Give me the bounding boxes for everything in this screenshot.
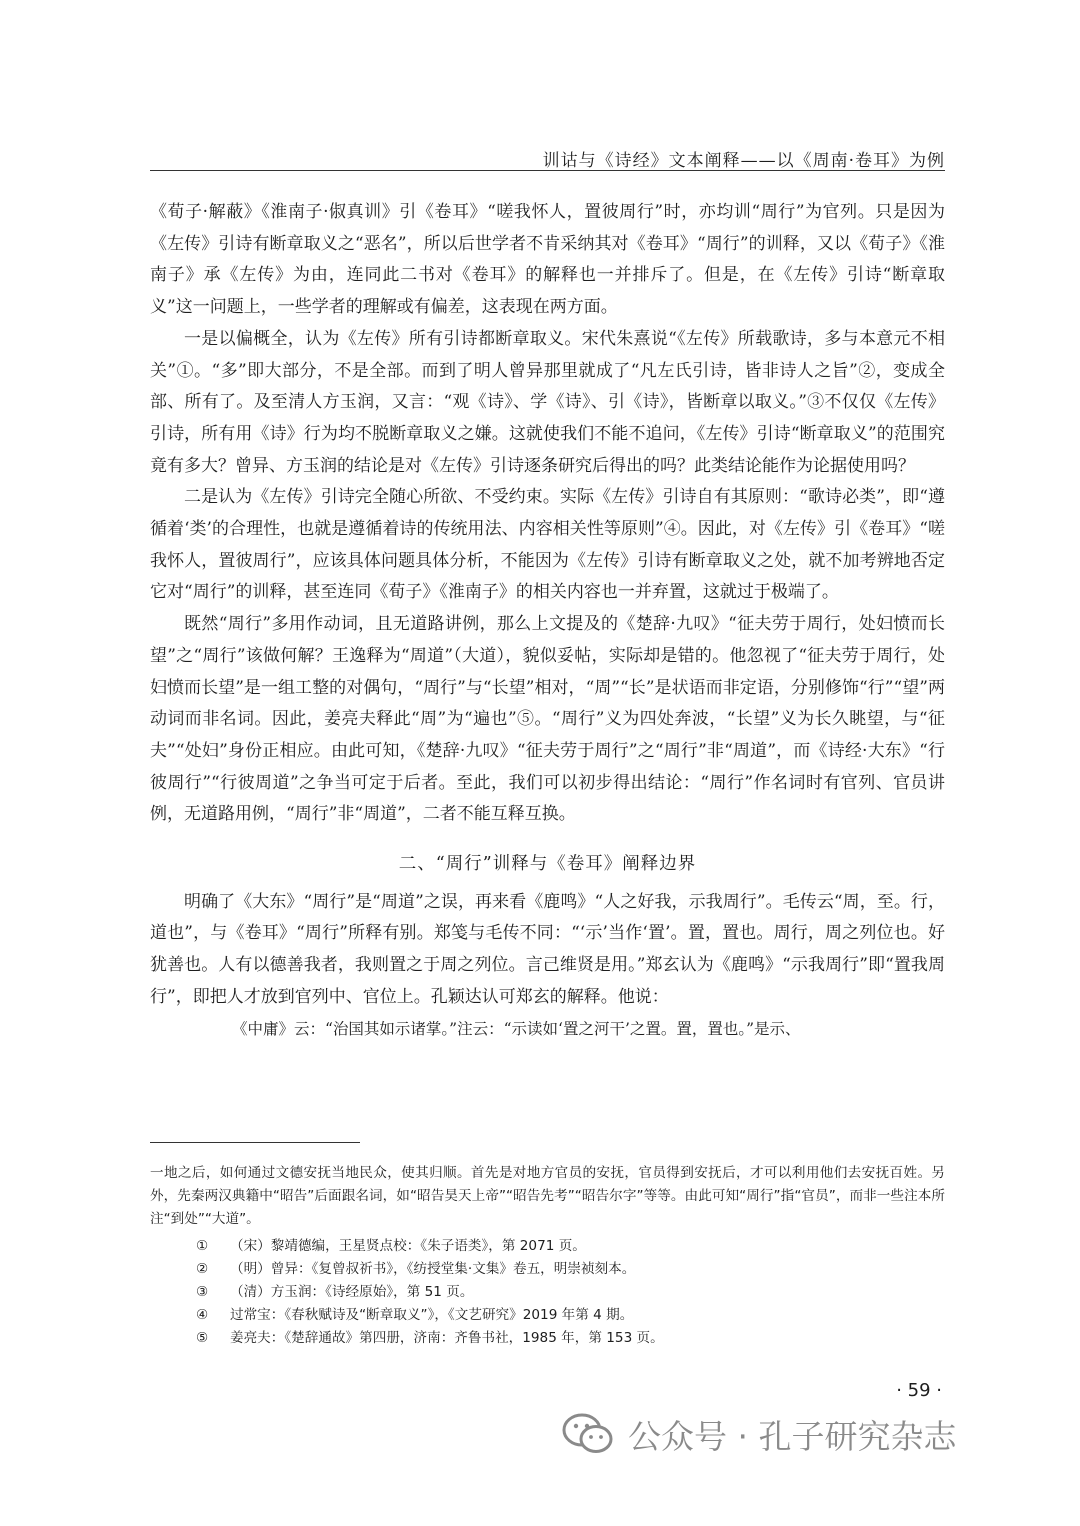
footnote-rule <box>150 1142 360 1143</box>
paragraphs-after <box>150 887 945 1014</box>
footnote-mark: ⑤ <box>196 1330 209 1346</box>
footnote-item <box>150 1235 945 1258</box>
running-header: 训诂与《诗经》文本阐释——以《周南·卷耳》为例 <box>542 151 945 171</box>
footnote-list <box>150 1235 945 1350</box>
paragraph: 《荀子·解蔽》《淮南子·俶真训》引《卷耳》“嗟我怀人，置彼周行”时，亦均训“周行”为官列。只是因为《左传》引诗有断章取义之“恶名”，所以后世学者不肯采纳其对《卷耳》“周行”的训释，又以《荀子》《淮南子》承《左传》为由，连同此二书对《卷耳》的解释也一并排斥了。但是，在《左传》引诗“断章取义”这一问题上，一些学者的理解或有偏差，这表现在两方面。 <box>150 202 945 318</box>
watermark <box>560 1408 956 1460</box>
footnote-item <box>150 1304 945 1327</box>
paragraph: 既然“周行”多用作动词，且无道路讲例，那么上文提及的《楚辞·九叹》“征夫劳于周行，处妇愤而长望”之“周行”该做何解？王逸释为“周道”（大道），貌似妥帖，实际却是错的。他忽视了“征夫劳于周行，处妇愤而长望”是一组工整的对偶句，“周行”与“长望”相对，“周”“长”是状语而非定语，分别修饰“行”“望”两动词而非名词。因此，姜亮夫释此“周”为“遍也”⑤。“周行”义为四处奔波，“长望”义为长久眺望，与“征夫”“处妇”身份正相应。由此可知，《楚辞·九叹》“征夫劳于周行”之“周行”非“周道”，而《诗经·大东》“行彼周行”“行彼周道”之争当可定于后者。至此，我们可以初步得出结论：“周行”作名词时有官列、官员讲例，无道路用例，“周行”非“周道”，二者不能互释互换。 <box>150 614 945 825</box>
page-number: · 59 · <box>896 1380 942 1401</box>
footnote-text: 姜亮夫：《楚辞通故》第四册，济南：齐鲁书社，1985 年，第 153 页。 <box>230 1330 664 1346</box>
watermark-text: 公众号 · 孔子研究杂志 <box>628 1416 957 1456</box>
footnote-text: （宋）黎靖德编，王星贤点校：《朱子语类》，第 2071 页。 <box>230 1238 586 1254</box>
footnote-mark: ③ <box>196 1284 209 1300</box>
footnote-item <box>150 1281 945 1304</box>
paragraph: 明确了《大东》“周行”是“周道”之误，再来看《鹿鸣》“人之好我，示我周行”。毛传云“周，至。行，道也”，与《卷耳》“周行”所释有别。郑笺与毛传不同：“‘示’当作‘置’。置，置也。周行，周之列位也。好犹善也。人有以德善我者，我则置之于周之列位。言己维贤是用。”郑玄认为《鹿鸣》“示我周行”即“置我周行”，即把人才放到官列中、官位上。孔颖达认可郑玄的解释。他说： <box>150 891 945 1007</box>
footnote-mark: ① <box>196 1238 209 1254</box>
footnote-text: 过常宝：《春秋赋诗及“断章取义”》，《文艺研究》2019 年第 4 期。 <box>230 1307 634 1323</box>
footnote-mark: ④ <box>196 1307 209 1323</box>
section-heading: 二、“周行”训释与《卷耳》阐释边界 <box>398 854 697 875</box>
footnote-item <box>150 1258 945 1281</box>
paragraph: 二是认为《左传》引诗完全随心所欲、不受约束。实际《左传》引诗自有其原则：“歌诗必类”，即“遵循着‘类’的合理性，也就是遵循着诗的传统用法、内容相关性等原则”④。因此，对《左传》引《卷耳》“嗟我怀人，置彼周行”，应该具体问题具体分析，不能因为《左传》引诗有断章取义之处，就不加考辨地否定它对“周行”的训释，甚至连同《荀子》《淮南子》的相关内容也一并弃置，这就过于极端了。 <box>150 487 945 603</box>
paragraphs-before <box>150 197 945 831</box>
footnote-item <box>150 1327 945 1350</box>
footnote-mark: ② <box>196 1261 209 1277</box>
article-body <box>150 197 945 1044</box>
header-rule <box>150 170 945 171</box>
wechat-icon <box>560 1412 616 1456</box>
footnote-text: （清）方玉润：《诗经原始》，第 51 页。 <box>230 1284 474 1300</box>
footnote-continuation: 一地之后，如何通过文德安抚当地民众，使其归顺。首先是对地方官员的安抚，官员得到安抚后，才可以利用他们去安抚百姓。另外，先秦两汉典籍中“昭告”后面跟名词，如“昭告昊天上帝”“昭告先考”“昭告尔字”等等。由此可知“周行”指“官员”，而非一些注本所注“到处”“大道”。 <box>150 1165 945 1227</box>
footnote-text: （明）曾异：《复曾叔祈书》，《纺授堂集·文集》卷五，明崇祯刻本。 <box>230 1261 636 1277</box>
paragraph: 一是以偏概全，认为《左传》所有引诗都断章取义。宋代朱熹说“《左传》所载歌诗，多与本意元不相关”①。“多”即大部分，不是全部。而到了明人曾异那里就成了“凡左氏引诗，皆非诗人之旨”②，变成全部、所有了。及至清人方玉润，又言：“观《诗》、学《诗》、引《诗》，皆断章以取义。”③不仅仅《左传》引诗，所有用《诗》行为均不脱断章取义之嫌。这就使我们不能不追问，《左传》引诗“断章取义”的范围究竟有多大？曾异、方玉润的结论是对《左传》引诗逐条研究后得出的吗？此类结论能作为论据使用吗？ <box>150 328 945 476</box>
block-quote: 《中庸》云：“治国其如示诸掌。”注云：“示读如‘置之河干’之置。置，置也。”是示、 <box>232 1019 801 1038</box>
